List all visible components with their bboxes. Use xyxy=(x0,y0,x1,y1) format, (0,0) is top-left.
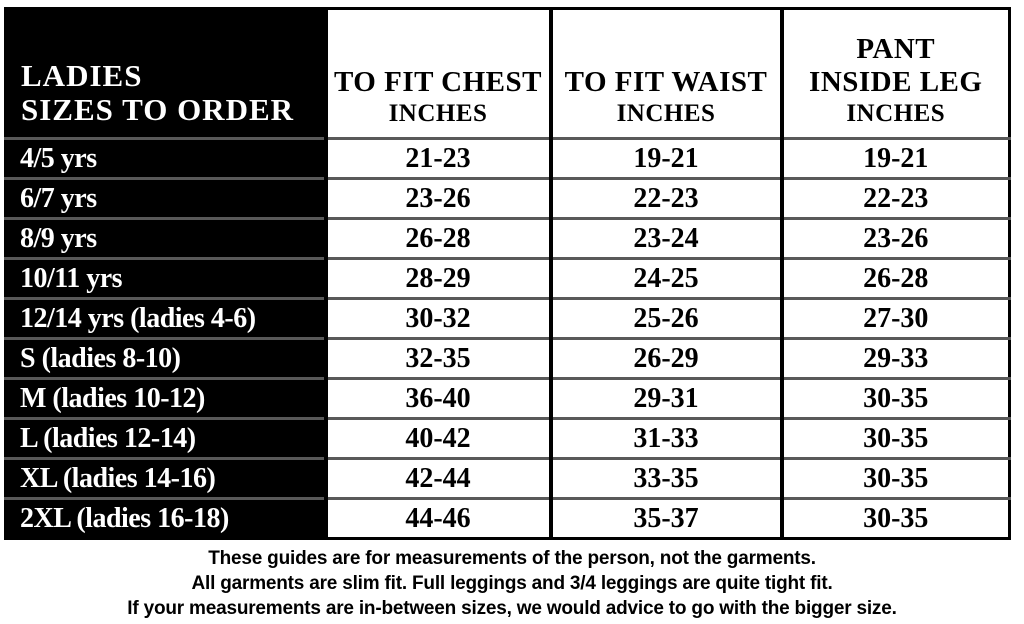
waist-value: 25-26 xyxy=(551,299,782,339)
column-title: TO FIT CHEST xyxy=(333,66,542,98)
chest-value: 28-29 xyxy=(326,259,551,299)
table-row xyxy=(6,459,1010,499)
table-row xyxy=(6,179,1010,219)
column-header-chest xyxy=(326,9,551,139)
column-unit: INCHES xyxy=(388,100,488,127)
size-label: 10/11 yrs xyxy=(6,259,326,299)
waist-value: 29-31 xyxy=(551,379,782,419)
table-row xyxy=(6,419,1010,459)
chest-value: 21-23 xyxy=(326,139,551,179)
inside-leg-value: 30-35 xyxy=(782,459,1010,499)
chest-value: 32-35 xyxy=(326,339,551,379)
chest-value: 23-26 xyxy=(326,179,551,219)
chest-value: 30-32 xyxy=(326,299,551,339)
inside-leg-value: 23-26 xyxy=(782,219,1010,259)
size-label: 8/9 yrs xyxy=(6,219,326,259)
footer-note-2: All garments are slim fit. Full leggings and 3/4 leggings are quite tight fit. xyxy=(191,573,833,594)
table-row xyxy=(6,499,1010,539)
column-header-inside-leg xyxy=(782,9,1010,139)
size-label: XL (ladies 14-16) xyxy=(6,459,326,499)
waist-value: 22-23 xyxy=(551,179,782,219)
inside-leg-value: 26-28 xyxy=(782,259,1010,299)
footer-note-3: If your measurements are in-between sizes, we would advice to go with the bigger size. xyxy=(127,598,897,619)
table-title-line-2: SIZES TO ORDER xyxy=(21,92,295,127)
chest-value: 40-42 xyxy=(326,419,551,459)
table-title-cell xyxy=(6,9,326,139)
inside-leg-value: 30-35 xyxy=(782,379,1010,419)
column-title: TO FIT WAIST xyxy=(564,66,768,98)
column-title: INSIDE LEG xyxy=(809,66,983,98)
table-row xyxy=(6,299,1010,339)
size-label: 4/5 yrs xyxy=(6,139,326,179)
table-row xyxy=(6,219,1010,259)
footer-note-1: These guides are for measurements of the person, not the garments. xyxy=(208,548,816,569)
size-label: S (ladies 8-10) xyxy=(6,339,326,379)
table-title-line-1: LADIES xyxy=(21,58,143,93)
column-header-waist xyxy=(551,9,782,139)
column-unit: INCHES xyxy=(846,100,946,127)
waist-value: 23-24 xyxy=(551,219,782,259)
inside-leg-value: 29-33 xyxy=(782,339,1010,379)
chest-value: 36-40 xyxy=(326,379,551,419)
inside-leg-value: 27-30 xyxy=(782,299,1010,339)
size-label: 2XL (ladies 16-18) xyxy=(6,499,326,539)
table-row xyxy=(6,139,1010,179)
size-label: 6/7 yrs xyxy=(6,179,326,219)
header-row xyxy=(6,9,1010,139)
size-label: M (ladies 10-12) xyxy=(6,379,326,419)
ladies-size-table xyxy=(4,7,1011,540)
table-row xyxy=(6,339,1010,379)
inside-leg-value: 30-35 xyxy=(782,419,1010,459)
waist-value: 19-21 xyxy=(551,139,782,179)
table-row xyxy=(6,379,1010,419)
table-row xyxy=(6,259,1010,299)
footer-notes xyxy=(0,546,1024,621)
size-label: L (ladies 12-14) xyxy=(6,419,326,459)
waist-value: 24-25 xyxy=(551,259,782,299)
column-unit: INCHES xyxy=(616,100,716,127)
waist-value: 33-35 xyxy=(551,459,782,499)
chest-value: 44-46 xyxy=(326,499,551,539)
inside-leg-value: 22-23 xyxy=(782,179,1010,219)
inside-leg-value: 30-35 xyxy=(782,499,1010,539)
waist-value: 26-29 xyxy=(551,339,782,379)
size-label: 12/14 yrs (ladies 4-6) xyxy=(6,299,326,339)
chest-value: 42-44 xyxy=(326,459,551,499)
waist-value: 31-33 xyxy=(551,419,782,459)
waist-value: 35-37 xyxy=(551,499,782,539)
inside-leg-value: 19-21 xyxy=(782,139,1010,179)
column-title: PANT xyxy=(856,33,936,65)
chest-value: 26-28 xyxy=(326,219,551,259)
